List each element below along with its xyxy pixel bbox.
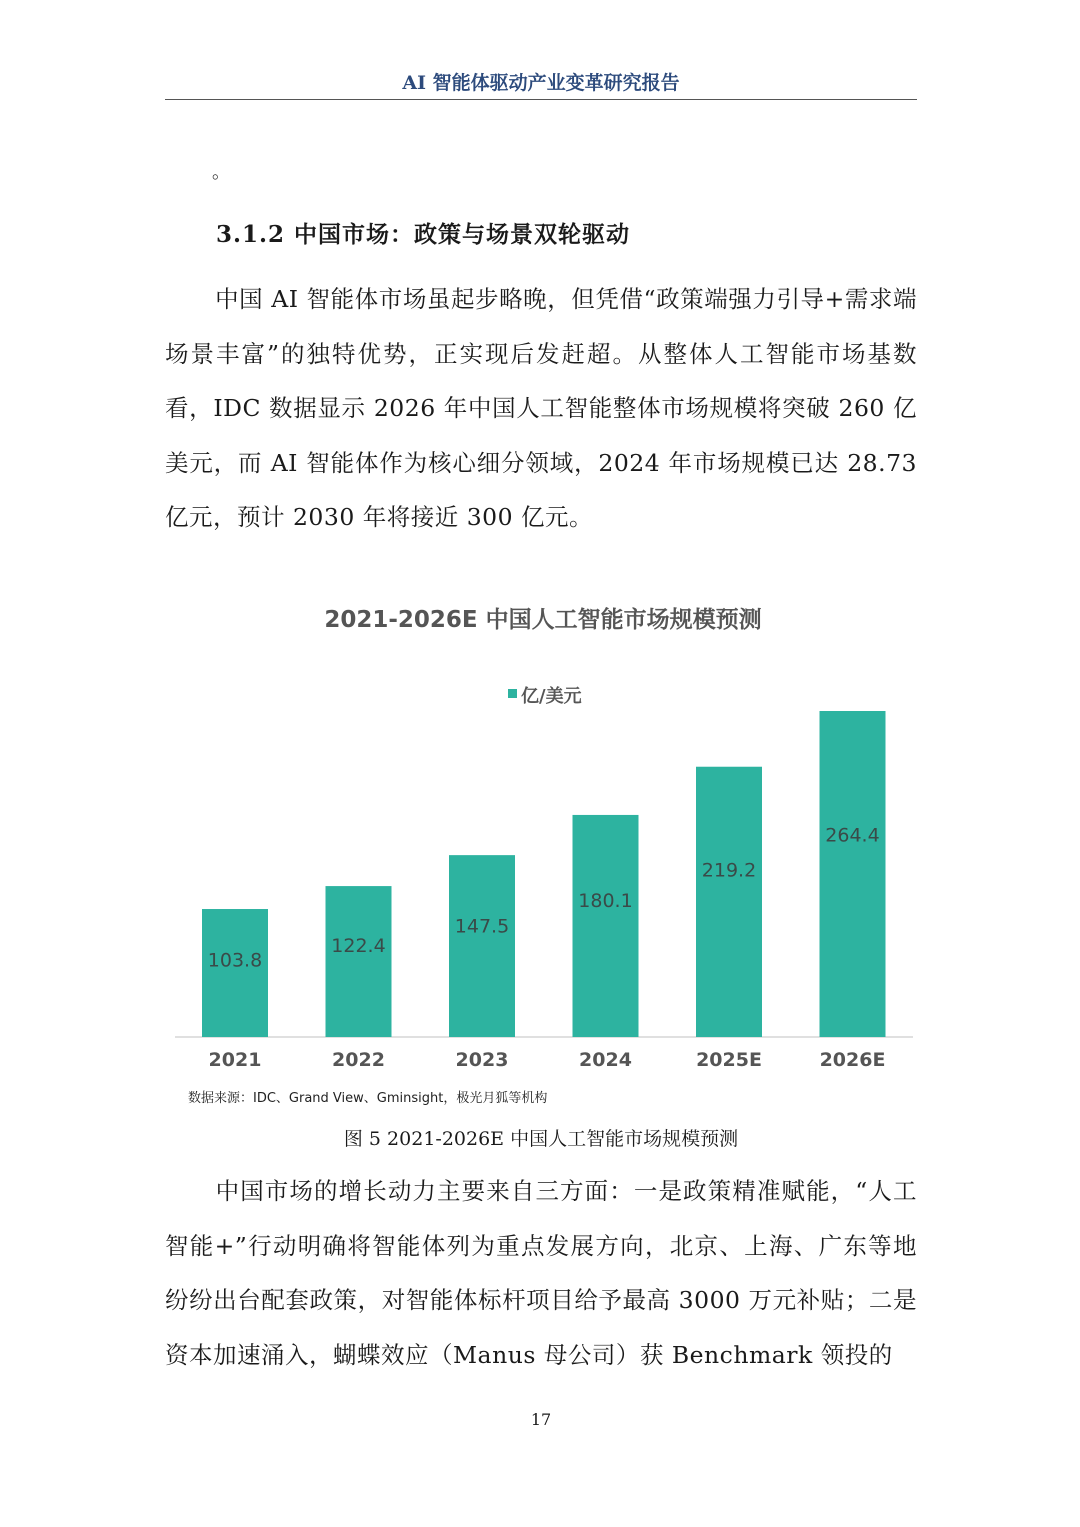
bar-2022	[326, 886, 392, 1037]
x-tick-2023: 2023	[455, 1049, 509, 1071]
stray-punctuation: 。	[212, 162, 230, 183]
bar-chart	[165, 585, 917, 1085]
bar-2021	[202, 909, 268, 1037]
x-tick-2021: 2021	[208, 1049, 262, 1071]
section-heading: 3.1.2 中国市场：政策与场景双轮驱动	[216, 221, 631, 248]
data-label-2021: 103.8	[207, 949, 263, 972]
data-label-2022: 122.4	[331, 934, 386, 957]
data-label-2023: 147.5	[454, 915, 510, 938]
running-header: AI 智能体驱动产业变革研究报告	[402, 72, 680, 94]
body-paragraph-2	[165, 1164, 917, 1382]
bar-2024	[573, 815, 639, 1037]
data-label-2026E: 264.4	[825, 824, 880, 847]
legend-label: 亿/美元	[521, 686, 582, 707]
bar-2026E	[820, 711, 886, 1037]
legend-swatch	[508, 689, 517, 698]
header-divider	[165, 99, 917, 100]
chart-title: 2021-2026E 中国人工智能市场规模预测	[324, 607, 762, 633]
paragraph-text: 中国市场的增长动力主要来自三方面：一是政策精准赋能，“人工智能+”行动明确将智能体列为重点发展方向，北京、上海、广东等地纷纷出台配套政策，对智能体标杆项目给予最高 3000 万元补贴；二是资本加速涌入，蝴蝶效应（Manus 母公司）获 Benchmark 领投的	[165, 1177, 917, 1369]
data-label-2025E: 219.2	[701, 859, 757, 882]
x-tick-2026E: 2026E	[819, 1049, 886, 1071]
x-tick-2025E: 2025E	[696, 1049, 762, 1071]
bar-2025E	[696, 767, 762, 1037]
x-tick-2024: 2024	[579, 1049, 632, 1071]
figure-caption: 图 5 2021-2026E 中国人工智能市场规模预测	[343, 1128, 739, 1150]
chart-svg	[165, 585, 917, 1085]
data-source-note: 数据来源：IDC、Grand View、Gminsight，极光月狐等机构	[188, 1091, 548, 1106]
paragraph-text: 中国 AI 智能体市场虽起步略晚，但凭借“政策端强力引导+需求端场景丰富”的独特优势，正实现后发赶超。从整体人工智能市场基数看，IDC 数据显示 2026 年中国人工智能整体市场规模将突破 260 亿美元，而 AI 智能体作为核心细分领域，2024 年市场规模已达 28.73 亿元，预计 2030 年将接近 300 亿元。	[165, 285, 917, 531]
x-tick-2022: 2022	[332, 1049, 385, 1071]
body-paragraph-1	[165, 272, 917, 545]
bar-2023	[449, 855, 515, 1037]
page-number: 17	[530, 1410, 552, 1429]
data-label-2024: 180.1	[578, 890, 633, 913]
